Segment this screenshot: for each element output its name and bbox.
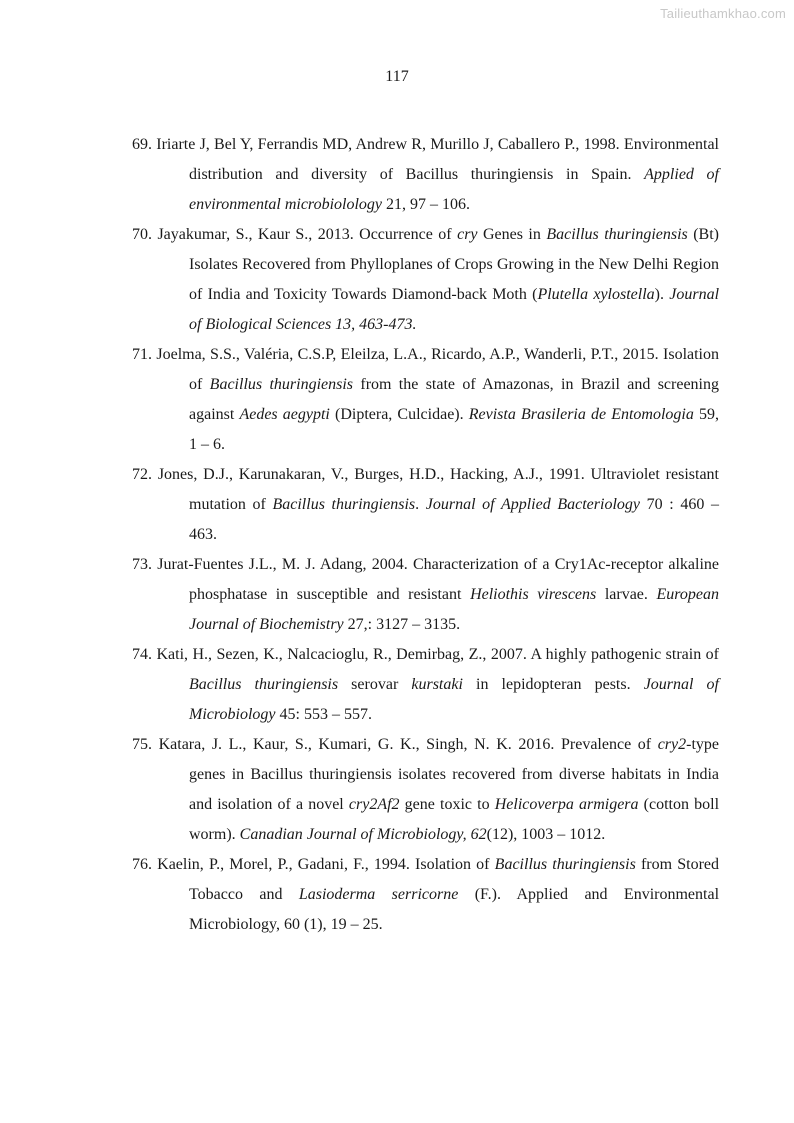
- reference-text: .: [415, 496, 426, 513]
- reference-item: [132, 730, 719, 850]
- reference-italic-text: Plutella xylostella: [537, 286, 655, 303]
- reference-text: 72. Jones, D.J., Karunakaran, V., Burges, H.D., Hacking, A.J., 1991. Ultraviolet resistant mutation of: [132, 466, 719, 513]
- reference-italic-text: Journal of Applied Bacteriology: [425, 496, 641, 513]
- reference-italic-text: cry2: [657, 736, 687, 753]
- reference-italic-text: Journal of Biological Sciences 13, 463-473.: [189, 286, 720, 333]
- reference-italic-text: Bacillus thuringiensis: [494, 856, 636, 873]
- page-number: 117: [385, 68, 409, 85]
- reference-italic-text: Journal of Microbiology: [189, 676, 719, 723]
- reference-text: (Diptera, Culcidae).: [329, 406, 469, 423]
- reference-text: (12), 1003 – 1012.: [486, 826, 606, 843]
- reference-text: from the state of Amazonas, in Brazil and screening against: [189, 376, 719, 423]
- reference-italic-text: kurstaki: [411, 676, 463, 693]
- reference-italic-text: European Journal of Biochemistry: [189, 586, 719, 633]
- reference-text: -type genes in Bacillus thuringiensis isolates recovered from diverse habitats in India and isolation of a novel: [189, 736, 719, 813]
- reference-text: 76. Kaelin, P., Morel, P., Gadani, F., 1994. Isolation of: [132, 856, 495, 873]
- reference-item: [132, 130, 719, 220]
- reference-italic-text: Bacillus thuringiensis: [272, 496, 416, 513]
- reference-text: 21, 97 – 106.: [382, 196, 470, 213]
- reference-text: 69. Iriarte J, Bel Y, Ferrandis MD, Andrew R, Murillo J, Caballero P., 1998. Environmental distribution and diversity of Bacillus thuringiensis in Spain.: [132, 136, 719, 183]
- reference-text: serovar: [338, 676, 412, 693]
- reference-italic-text: Revista Brasileria de Entomologia: [468, 406, 694, 423]
- reference-italic-text: Helicoverpa armigera: [494, 796, 639, 813]
- reference-text: (F.). Applied and Environmental Microbiology, 60 (1), 19 – 25.: [189, 886, 720, 933]
- reference-text: 45: 553 – 557.: [275, 706, 372, 723]
- reference-item: [132, 340, 719, 460]
- reference-italic-text: Bacillus thuringiensis: [189, 676, 339, 693]
- reference-text: 27,: 3127 – 3135.: [343, 616, 461, 633]
- reference-italic-text: Lasioderma serricorne: [298, 886, 459, 903]
- reference-italic-text: Bacillus thuringiensis: [209, 376, 354, 393]
- reference-text: 73. Jurat-Fuentes J.L., M. J. Adang, 2004. Characterization of a Cry1Ac-receptor alkaline phosphatase in susceptible and resistant: [132, 556, 719, 603]
- reference-text: (Bt) Isolates Recovered from Phylloplanes of Crops Growing in the New Delhi Region of India and Toxicity Towards Diamond-back Moth (: [189, 226, 719, 303]
- reference-text: 59, 1 – 6.: [189, 406, 719, 453]
- reference-italic-text: Applied of environmental microbiolology: [189, 166, 719, 213]
- reference-italic-text: cry2Af2: [348, 796, 400, 813]
- reference-text: gene toxic to: [399, 796, 495, 813]
- reference-list: [132, 130, 719, 940]
- reference-text: 70. Jayakumar, S., Kaur S., 2013. Occurrence of: [132, 226, 458, 243]
- reference-text: Genes in: [477, 226, 547, 243]
- reference-italic-text: cry: [457, 226, 478, 243]
- reference-text: from Stored Tobacco and: [189, 856, 720, 903]
- reference-item: [132, 550, 719, 640]
- reference-item: [132, 640, 719, 730]
- reference-text: 70 : 460 – 463.: [189, 496, 720, 543]
- reference-italic-text: Aedes aegypti: [239, 406, 330, 423]
- reference-italic-text: Bacillus thuringiensis: [546, 226, 688, 243]
- reference-text: larvae.: [596, 586, 657, 603]
- reference-italic-text: Canadian Journal of Microbiology, 62: [239, 826, 487, 843]
- reference-text: 74. Kati, H., Sezen, K., Nalcacioglu, R., Demirbag, Z., 2007. A highly pathogenic strain of: [132, 646, 719, 663]
- reference-text: ).: [654, 286, 670, 303]
- reference-text: in lepidopteran pests.: [462, 676, 644, 693]
- reference-italic-text: Heliothis virescens: [470, 586, 597, 603]
- reference-text: 71. Joelma, S.S., Valéria, C.S.P, Eleilza, L.A., Ricardo, A.P., Wanderli, P.T., 2015. Isolation of: [132, 346, 719, 393]
- reference-text: (cotton boll worm).: [189, 796, 720, 843]
- reference-text: 75. Katara, J. L., Kaur, S., Kumari, G. K., Singh, N. K. 2016. Prevalence of: [132, 736, 658, 753]
- reference-item: [132, 220, 719, 340]
- reference-item: [132, 460, 719, 550]
- watermark: Tailieuthamkhao.com: [660, 6, 786, 21]
- reference-item: [132, 850, 719, 940]
